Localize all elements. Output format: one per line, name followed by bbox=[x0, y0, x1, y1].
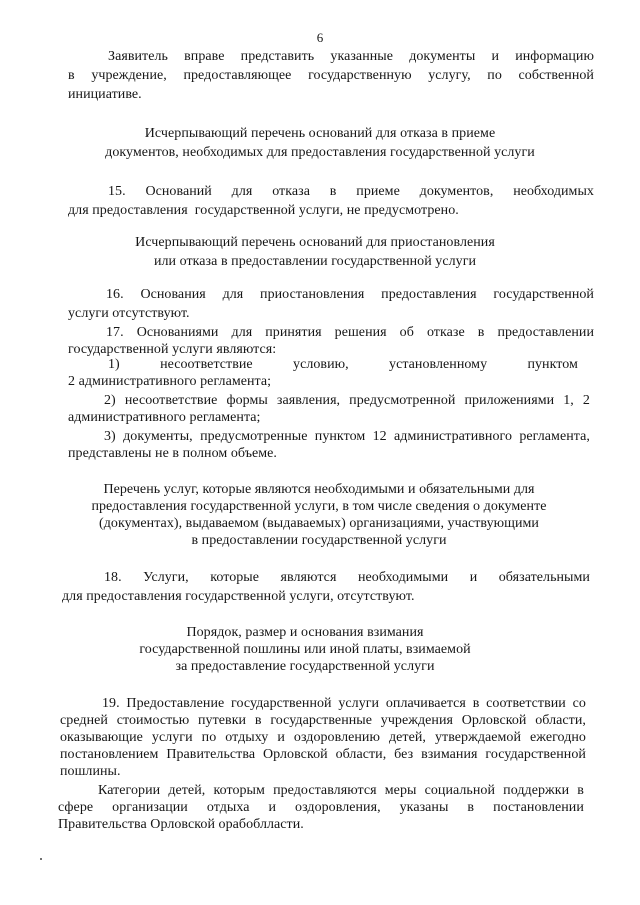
word: государственную bbox=[308, 68, 412, 83]
word: государственные bbox=[270, 713, 372, 728]
word: документы, bbox=[123, 429, 193, 444]
fee-heading-line-1: Порядок, размер и основания взимания bbox=[186, 625, 424, 640]
word: Основания bbox=[140, 287, 206, 302]
word: и bbox=[268, 800, 277, 815]
refusal-docs-heading-line-2: документов, необходимых для предоставления государственной услуги bbox=[105, 145, 535, 160]
scan-speck bbox=[40, 858, 42, 860]
word: в bbox=[577, 783, 584, 798]
word: отказа bbox=[272, 184, 310, 199]
paragraph-19-line-3 bbox=[60, 729, 586, 746]
paragraph-17-item-2-line-1 bbox=[104, 392, 590, 409]
word: 16. bbox=[106, 287, 124, 302]
word: Правительства bbox=[166, 747, 256, 762]
word: 2) bbox=[104, 393, 116, 408]
word: в bbox=[68, 68, 75, 83]
categories-paragraph-line-3: Правительства Орловской орабоблласти. bbox=[58, 817, 304, 832]
word: 15. bbox=[108, 184, 126, 199]
word: 17. bbox=[106, 325, 124, 340]
word: меры bbox=[384, 783, 417, 798]
word: услугу, bbox=[428, 68, 471, 83]
word: по bbox=[201, 730, 217, 745]
suspension-heading-line-2: или отказа в предоставлении государственной услуги bbox=[153, 254, 477, 269]
word: отказе bbox=[426, 325, 465, 340]
fee-heading-line-2: государственной пошлины или иной платы, взимаемой bbox=[139, 642, 471, 657]
word: необходимыми bbox=[357, 570, 449, 585]
word: вправе bbox=[184, 49, 225, 64]
word: Основаниями bbox=[136, 325, 219, 340]
paragraph-16-line-1 bbox=[106, 286, 594, 303]
word: детей, bbox=[168, 783, 206, 798]
paragraph-15-line-1 bbox=[108, 183, 594, 200]
categories-paragraph-line-2 bbox=[58, 799, 584, 816]
word: являются bbox=[280, 570, 337, 585]
word: в bbox=[254, 713, 262, 728]
refusal-docs-heading-line-1: Исчерпывающий перечень оснований для отказа в приеме bbox=[144, 126, 496, 141]
word: предоставления bbox=[381, 287, 477, 302]
word: оздоровления, bbox=[295, 800, 381, 815]
paragraph-18-line-1 bbox=[104, 569, 590, 586]
fee-heading-line-3: за предоставление государственной услуги bbox=[175, 659, 435, 674]
paragraph-17-line-1 bbox=[106, 324, 594, 341]
word: собственной bbox=[518, 68, 594, 83]
word: 3) bbox=[104, 429, 116, 444]
paragraph-19-line-1 bbox=[102, 695, 586, 712]
word: предусмотренные bbox=[200, 429, 308, 444]
paragraph-17-item-1-line-1 bbox=[108, 356, 578, 373]
word: документы bbox=[409, 49, 476, 64]
word: 19. bbox=[102, 696, 120, 711]
word: 1) bbox=[108, 357, 120, 372]
word: несоответствие bbox=[160, 357, 253, 372]
page-number: 6 bbox=[316, 30, 324, 45]
categories-paragraph-line-1 bbox=[98, 782, 584, 799]
word: детей, bbox=[389, 730, 426, 745]
word: отдыха bbox=[206, 800, 250, 815]
word: стоимостью bbox=[116, 713, 190, 728]
paragraph-15-line-2: для предоставления государственной услуги, не предусмотрено. bbox=[68, 203, 459, 218]
word: Услуги, bbox=[143, 570, 189, 585]
word: приложениями bbox=[464, 393, 555, 408]
word: и bbox=[469, 570, 478, 585]
word: 1, bbox=[563, 393, 574, 408]
paragraph-19-line-2 bbox=[60, 712, 586, 729]
word: услуги bbox=[338, 696, 380, 711]
word: услуги bbox=[151, 730, 193, 745]
word: в bbox=[329, 184, 337, 199]
word: соответствии bbox=[486, 696, 566, 711]
word: пунктом bbox=[314, 429, 366, 444]
word: установленному bbox=[389, 357, 488, 372]
word: утверждаемой bbox=[434, 730, 522, 745]
word: Категории bbox=[98, 783, 161, 798]
word: по bbox=[487, 68, 502, 83]
services-heading-line-1: Перечень услуг, которые являются необходимыми и обязательными для bbox=[103, 482, 535, 497]
paragraph-19-line-4 bbox=[60, 746, 586, 763]
word: приеме bbox=[356, 184, 400, 199]
word: регламента, bbox=[519, 429, 590, 444]
word: заявления, bbox=[276, 393, 341, 408]
word: государственной bbox=[231, 696, 332, 711]
word: которые bbox=[210, 570, 260, 585]
word: предоставляются bbox=[273, 783, 377, 798]
word: и bbox=[277, 730, 285, 745]
word: 2 bbox=[582, 393, 590, 408]
word: информацию bbox=[515, 49, 594, 64]
word: ежегодно bbox=[530, 730, 586, 745]
paragraph-17-item-3-line-2: представлены не в полном объеме. bbox=[68, 446, 277, 461]
word: государственной bbox=[485, 747, 586, 762]
word: предусмотренной bbox=[349, 393, 456, 408]
paragraph-18-line-2: для предоставления государственной услуги, отсутствуют. bbox=[62, 589, 415, 604]
word: поддержки bbox=[503, 783, 570, 798]
applicant-paragraph-line-2 bbox=[68, 67, 594, 84]
word: Орловской bbox=[262, 747, 328, 762]
paragraph-17-line-2: государственной услуги являются: bbox=[68, 342, 277, 357]
word: которым bbox=[213, 783, 265, 798]
word: путевки bbox=[198, 713, 247, 728]
word: приостановления bbox=[260, 287, 365, 302]
word: отдыху bbox=[225, 730, 269, 745]
word: государственной bbox=[493, 287, 594, 302]
word: 12 bbox=[372, 429, 387, 444]
word: принятия bbox=[265, 325, 322, 340]
word: решения bbox=[334, 325, 387, 340]
paragraph-17-item-1-line-2: 2 административного регламента; bbox=[68, 374, 272, 389]
services-heading-line-4: в предоставлении государственной услуги bbox=[191, 533, 447, 548]
word: средней bbox=[60, 713, 108, 728]
word: со bbox=[572, 696, 586, 711]
word: учреждение, bbox=[91, 68, 167, 83]
word: пунктом bbox=[527, 357, 578, 372]
paragraph-17-item-3-line-1 bbox=[104, 428, 590, 445]
applicant-paragraph-line-3: инициативе. bbox=[68, 87, 142, 102]
word: обязательными bbox=[498, 570, 590, 585]
word: области, bbox=[535, 713, 586, 728]
word: Орловской bbox=[461, 713, 527, 728]
word: документов, bbox=[419, 184, 494, 199]
word: области, bbox=[335, 747, 387, 762]
applicant-paragraph-line-1 bbox=[108, 48, 594, 65]
word: в bbox=[467, 800, 475, 815]
word: необходимых bbox=[513, 184, 594, 199]
word: административного bbox=[394, 429, 513, 444]
paragraph-17-item-2-line-2: административного регламента; bbox=[68, 410, 261, 425]
word: 18. bbox=[104, 570, 122, 585]
word: без bbox=[394, 747, 414, 762]
word: оказывающие bbox=[60, 730, 143, 745]
word: для bbox=[222, 287, 244, 302]
word: социальной bbox=[424, 783, 495, 798]
word: Предоставление bbox=[126, 696, 225, 711]
word: указанные bbox=[330, 49, 393, 64]
word: оздоровлению bbox=[293, 730, 380, 745]
word: в bbox=[477, 325, 485, 340]
services-heading-line-2: предоставления государственной услуги, в том числе сведения о документе bbox=[91, 499, 547, 514]
word: указаны bbox=[399, 800, 449, 815]
word: оплачивается bbox=[385, 696, 466, 711]
word: Заявитель bbox=[108, 49, 168, 64]
word: несоответствие bbox=[124, 393, 218, 408]
word: учреждения bbox=[380, 713, 453, 728]
word: предоставляющее bbox=[183, 68, 292, 83]
word: в bbox=[472, 696, 480, 711]
word: формы bbox=[226, 393, 268, 408]
word: для bbox=[231, 325, 253, 340]
suspension-heading-line-1: Исчерпывающий перечень оснований для приостановления bbox=[135, 235, 495, 250]
word: взимания bbox=[421, 747, 478, 762]
word: условию, bbox=[293, 357, 349, 372]
paragraph-19-line-5: пошлины. bbox=[60, 764, 121, 779]
paragraph-16-line-2: услуги отсутствуют. bbox=[68, 306, 190, 321]
word: представить bbox=[240, 49, 315, 64]
word: и bbox=[491, 49, 500, 64]
word: Оснований bbox=[145, 184, 212, 199]
word: постановлением bbox=[60, 747, 159, 762]
word: для bbox=[231, 184, 253, 199]
word: организации bbox=[112, 800, 188, 815]
word: постановлении bbox=[493, 800, 584, 815]
word: предоставлении bbox=[497, 325, 594, 340]
word: сфере bbox=[58, 800, 94, 815]
services-heading-line-3: (документах), выдаваемом (выдаваемых) организациями, участвующими bbox=[99, 516, 539, 531]
word: об bbox=[399, 325, 414, 340]
